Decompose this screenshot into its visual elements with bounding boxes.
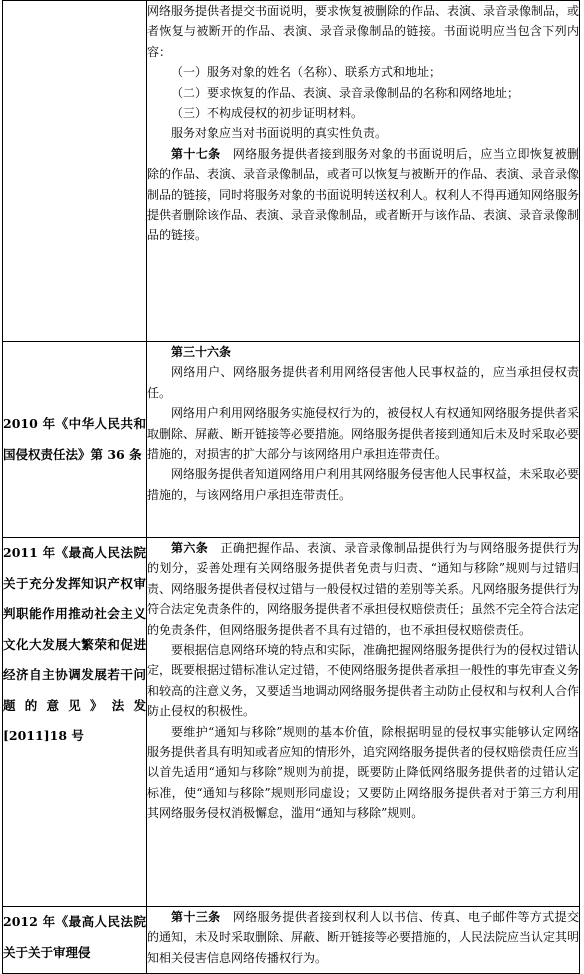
row-label: 2010 年《中华人民共和国侵权责任法》第 36 条 [3, 342, 147, 538]
paragraph [147, 538, 579, 640]
paragraph: 网络用户、网络服务提供者利用网络侵害他人民事权益的，应当承担侵权责任。 [147, 365, 579, 400]
article-text: 正确把握作品、表演、录音录像制品提供行为与网络服务提供行为的划分，妥善处理有关网络服务提供者免责与归责、“通知与移除”规则与过错归责、网络服务提供者侵权过错与一般侵权过错的差别等关系。凡网络服务提供行为符合法定免责条件的，网络服务提供者不承担侵权赔偿责任；虽然不完全符合法定的免责条件，但网络服务提供者不具有过错的，也不承担侵权赔偿责任。 [147, 541, 580, 637]
paragraph [147, 144, 579, 246]
row-content [147, 907, 580, 974]
paragraph [147, 907, 579, 968]
table-row [3, 1, 580, 342]
table-row [3, 907, 580, 974]
paragraph: 网络服务提供者知道网络用户利用其网络服务侵害他人民事权益，未采取必要措施的，与该网络用户承担连带责任。 [147, 467, 580, 502]
row-content [147, 1, 580, 342]
row-label [3, 1, 147, 342]
row-content [147, 342, 580, 538]
comparison-table [2, 0, 580, 974]
article-text: 网络服务提供者接到权利人以书信、传真、电子邮件等方式提交的通知，未及时采取删除、屏蔽、断开链接等必要措施的，人民法院应当认定其明知相关侵害信息网络传播权行为。 [147, 910, 580, 965]
paragraph: 要根据信息网络环境的特点和实际，准确把握网络服务提供行为的侵权过错认定，既要根据过错标准认定过错，不使网络服务提供者承担一般性的事先审查义务和较高的注意义务，又要适当地调动网络服务提供者主动防止侵权和与权利人合作防止侵权的积极性。 [147, 643, 580, 719]
paragraph: 服务对象应当对书面说明的真实性负责。 [171, 126, 388, 141]
row-label: 2011 年《最高人民法院关于充分发挥知识产权审判职能作用推动社会主义文化大发展大繁荣和促进经济自主协调发展若干问题的意见》法发[2011]18 号 [3, 538, 147, 907]
paragraph: 要维护“通知与移除”规则的基本价值，除根据明显的侵权事实能够认定网络服务提供者具有明知或者应知的情形外，追究网络服务提供者的侵权赔偿责任应当以首先适用“通知与移除”规则为前提，既要防止降低网络服务提供者的过错认定标准，使“通知与移除”规则形同虚设；又要防止网络服务提供者对于第三方利用其网络服务侵权消极懈怠，滥用“通知与移除”规则。 [147, 724, 580, 821]
list-item: （二）要求恢复的作品、表演、录音录像制品的名称和网络地址； [171, 85, 520, 100]
article-number: 第三十六条 [171, 345, 232, 359]
article-text: 网络服务提供者接到服务对象的书面说明后，应当立即恢复被删除的作品、表演、录音录像制品，或者可以恢复与被断开的作品、表演、录音录像制品的链接，同时将服务对象的书面说明转送权利人。权利人不得再通知网络服务提供者删除该作品、表演、录音录像制品，或者断开与该作品、表演、录音录像制品的链接。 [147, 146, 580, 243]
paragraph [147, 342, 579, 362]
article-number: 第十三条 [171, 910, 221, 924]
paragraph: 网络服务提供者提交书面说明，要求恢复被删除的作品、表演、录音录像制品，或者恢复与被断开的作品、表演、录音录像制品的链接。书面说明应当包含下列内容： [147, 4, 580, 59]
list-item: （三）不构成侵权的初步证明材料。 [171, 106, 364, 121]
paragraph: 网络用户利用网络服务实施侵权行为的，被侵权人有权通知网络服务提供者采取删除、屏蔽、断开链接等必要措施。网络服务提供者接到通知后未及时采取必要措施的，对损害的扩大部分与该网络用户承担连带责任。 [147, 406, 580, 462]
table-row [3, 538, 580, 907]
row-label: 2012 年《最高人民法院关于关于审理侵 [3, 907, 147, 974]
list-item: （一）服务对象的姓名（名称）、联系方式和地址； [171, 65, 442, 80]
article-number: 第六条 [171, 541, 209, 555]
row-content [147, 538, 580, 907]
article-number: 第十七条 [171, 146, 221, 161]
table-row [3, 342, 580, 538]
